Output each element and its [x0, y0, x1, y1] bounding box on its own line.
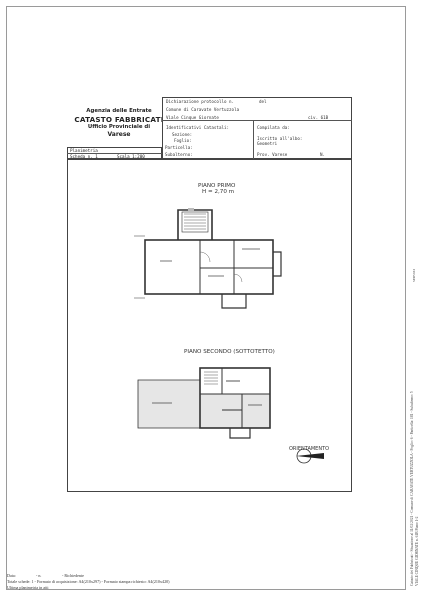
side-catasto-text: Catasto dei Fabbricati - Situazione al 11/02/2021 - Comune di CARAVATE VERTUZZOLA - Foglio: 6 - Particella: 181 - Subalterno: 5 [410, 391, 414, 586]
dichiarazione-label: Dichiarazione protocollo n. [166, 99, 235, 104]
agency-name: Agenzia delle Entrate [86, 108, 152, 114]
identificativi-label: Identificativi Catastali: [166, 125, 230, 130]
first-floor-title: PIANO PRIMO [198, 183, 236, 189]
second-floor-plan [130, 360, 290, 445]
footer-richiedente: - Richiedente [62, 573, 84, 578]
agency-province: Varese [107, 131, 131, 138]
sezione-label: Sezione: [172, 132, 193, 137]
geometri-label: Geometri [257, 141, 278, 146]
subalterno-label: Subalterno: [165, 152, 193, 157]
agency-office: Ufficio Provinciale di [87, 124, 151, 130]
dal-label: del [259, 99, 267, 104]
first-floor-plan [130, 200, 290, 315]
footer-numero: - n. [36, 573, 42, 578]
foglio-label: Foglio: [174, 138, 192, 143]
iscritto-label: Iscritto all'albo: [257, 136, 303, 141]
numero-label: N. [320, 152, 326, 157]
comune-label: Comune di Caravate Vertuzzola [166, 107, 240, 112]
first-floor-height: H = 2,70 m [202, 189, 235, 195]
footer-data: Data: [7, 573, 16, 578]
side-address-text: VIALE CINQUE GIORNATE n. 61B Piano 1-2 [415, 516, 419, 586]
header-divider-vertical [253, 120, 254, 159]
civico-label: civ. 61B [308, 115, 329, 120]
footer-ultima: Ultima planimetria in atti [7, 585, 49, 590]
second-floor-title: PIANO SECONDO (SOTTOTETTO) [184, 349, 275, 355]
footer-schede: Totale schede: 1 - Formato di acquisizione: A4(210x297) - Formato stampa richiesto: A4(210x420) [7, 579, 170, 584]
side-stamp: SERVIZI [412, 269, 416, 282]
scala-label: Scala 1:200 [117, 154, 145, 159]
agency-catasto: CATASTO FABBRICATI [74, 115, 164, 124]
planimetria-label: Planimetria [70, 148, 98, 153]
provincia-label: Prov. Varese [257, 152, 288, 157]
scheda-label: Scheda n. 1 [70, 154, 98, 159]
particella-label: Particella: [165, 145, 193, 150]
compilata-label: Compilata da: [257, 125, 290, 130]
header-divider [162, 120, 352, 121]
orientamento-label: ORIENTAMENTO [289, 446, 330, 452]
via-label: Viale Cinque Giornate [166, 115, 219, 120]
